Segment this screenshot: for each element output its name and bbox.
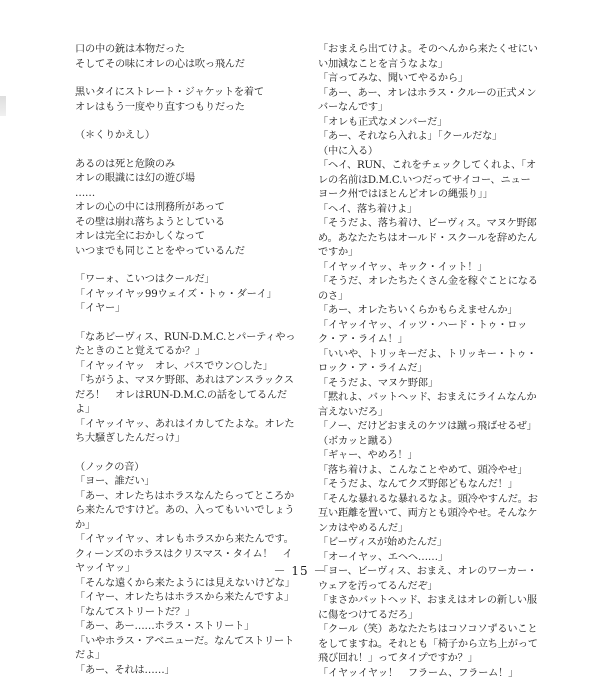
text-line: 「イヤッイヤッ、あれはイカしてたよな。オレたち大騒ぎしたんだっけ」 (75, 418, 300, 447)
text-line: 「そうだ、オレたちたくさん金を稼ぐことになるのさ」 (318, 275, 540, 304)
paragraph-gap (75, 144, 300, 158)
text-line: 「あー、それは……」 (75, 664, 300, 679)
text-line: 「そんな遠くから来たようには見えないけどな」 (75, 577, 300, 592)
text-line: （中に入る） (318, 145, 540, 160)
text-line: 「落ち着けよ、こんなことやめて、頭冷やせ」 (318, 464, 540, 479)
text-line: オレの眼識には幻の遊び場 (75, 172, 300, 187)
text-line: オレはもう一度やり直すつもりだった (75, 101, 300, 116)
text-line: 「ヘイ、RUN、これをチェックしてくれよ、「オレの名前はD.M.C.いつだってサイコー、ニューヨーク州ではほとんどオレの縄張り」」 (318, 159, 540, 203)
text-line: 「オレも正式なメンバーだ」 (318, 116, 540, 131)
text-line: 「ギャー、やめろ！」 (318, 449, 540, 464)
text-line: 「イヤッイヤッ、オレもホラスから来たんです。クィーンズのホラスはクリスマス・タイム！ イヤッイヤッ」 (75, 533, 300, 577)
text-line: （＊くりかえし） (75, 129, 300, 144)
text-line: 「イヤッイヤッ！ フラーム、フラーム！」 (318, 667, 540, 681)
text-line: 「あー、あー……ホラス・ストリート」 (75, 620, 300, 635)
text-line: 「あー、オレたちいくらかもらえませんか」 (318, 304, 540, 319)
text-line: 「あー、それなら入れよ」「クールだな」 (318, 130, 540, 145)
page-number: － 15 － (0, 562, 600, 579)
text-line: 「そうだよ、落ち着け、ビーヴィス。マヌケ野郎め。あなたたちはオールド・スクールを辞めたんですか」 (318, 217, 540, 261)
text-line: 「ビーヴィスが始めたんだ」 (318, 536, 540, 551)
text-line: そしてその味にオレの心は吹っ飛んだ (75, 58, 300, 73)
right-text-column (318, 43, 540, 681)
text-line: オレは完全におかしくなって (75, 230, 300, 245)
text-line: 「イヤッイヤッ、キック・イット！」 (318, 261, 540, 276)
text-line: 「まさかバットヘッド、おまえはオレの新しい服に傷をつけてるだろ」 (318, 594, 540, 623)
text-line: オレの心の中には刑務所があって (75, 201, 300, 216)
text-line: 「イヤッイヤッ オレ、バスでウン○した」 (75, 360, 300, 375)
text-line: 「そうだよ、なんてクズ野郎どもなんだ！」 (318, 478, 540, 493)
paragraph-gap (75, 447, 300, 461)
text-line: 「イヤー、オレたちはホラスから来たんですよ」 (75, 591, 300, 606)
left-text-column (75, 43, 300, 678)
text-line: 「オーイヤッ、エヘヘ……」 (318, 551, 540, 566)
paragraph-gap (75, 259, 300, 273)
text-line: 「イヤー」 (75, 302, 300, 317)
text-line: 「そんな暴れるな暴れるなよ。頭冷やすんだ。お互い距離を置いて、両方とも頭冷やせ。そんなケンカはやめるんだ」 (318, 493, 540, 537)
text-line: 「黙れよ、バットヘッド、おまえにライムなんか言えないだろ」 (318, 391, 540, 420)
text-line: 「そうだよ、マヌケ野郎」 (318, 377, 540, 392)
text-line: 「なあビーヴィス、RUN-D.M.C.とパーティやったときのこと覚えてるか？」 (75, 331, 300, 360)
text-line: 「なんてストリートだ？」 (75, 606, 300, 621)
text-line: 「ちがうよ、マヌケ野郎、あれはアンスラックスだろ！ オレはRUN-D.M.C.の話をしてるんだよ」 (75, 374, 300, 418)
scan-edge-mark (0, 96, 6, 116)
text-line: 「いいや、トリッキーだよ、トリッキー・トゥ・ロック・ア・ライムだ」 (318, 348, 540, 377)
text-line: 「言ってみな、聞いてやるから」 (318, 72, 540, 87)
text-line: あるのは死と危険のみ (75, 158, 300, 173)
text-line: 「イヤッイヤッ、イッツ・ハード・トゥ・ロック・ア・ライム！」 (318, 319, 540, 348)
text-line: 黒いタイにストレート・ジャケットを着て (75, 86, 300, 101)
paragraph-gap (75, 115, 300, 129)
text-line: 「ワーォ、こいつはクールだ」 (75, 273, 300, 288)
text-line: いつまでも同じことをやっているんだ (75, 245, 300, 260)
text-line: 「あー、オレたちはホラスなんたらってところから来たんですけど。あの、入ってもいいでしょうか」 (75, 490, 300, 534)
text-line: 「ヘイ、落ち着けよ」 (318, 203, 540, 218)
text-line: （ノックの音） (75, 461, 300, 476)
text-line: 「おまえら出てけよ。そのへんから来たくせにいい加減なことを言うなよな」 (318, 43, 540, 72)
paragraph-gap (75, 72, 300, 86)
text-line: その壁は崩れ落ちようとしている (75, 216, 300, 231)
text-line: 「クール（笑）あなたたちはコソコソずるいことをしてますね。それとも「椅子から立ち上がって飛び回れ！」ってタイプですか？」 (318, 623, 540, 667)
text-line: 「ノー、だけどおまえのケツは蹴っ飛ばせるぜ」（ボカッと蹴る） (318, 420, 540, 449)
paragraph-gap (75, 317, 300, 331)
text-line: 「あー、あー、オレはホラス・クルーの正式メンバーなんです」 (318, 87, 540, 116)
text-line: …… (75, 187, 300, 202)
text-line: 口の中の銃は本物だった (75, 43, 300, 58)
text-line: 「ヨー、誰だい」 (75, 475, 300, 490)
text-line: 「いやホラス・アベニューだ。なんてストリートだよ」 (75, 635, 300, 664)
text-line: 「イヤッイヤッ99ウェイズ・トゥ・ダーイ」 (75, 288, 300, 303)
text-line: 「ヨー、ビーヴィス、おまえ、オレのワーカー・ウェアを汚ってるんだぞ」 (318, 565, 540, 594)
